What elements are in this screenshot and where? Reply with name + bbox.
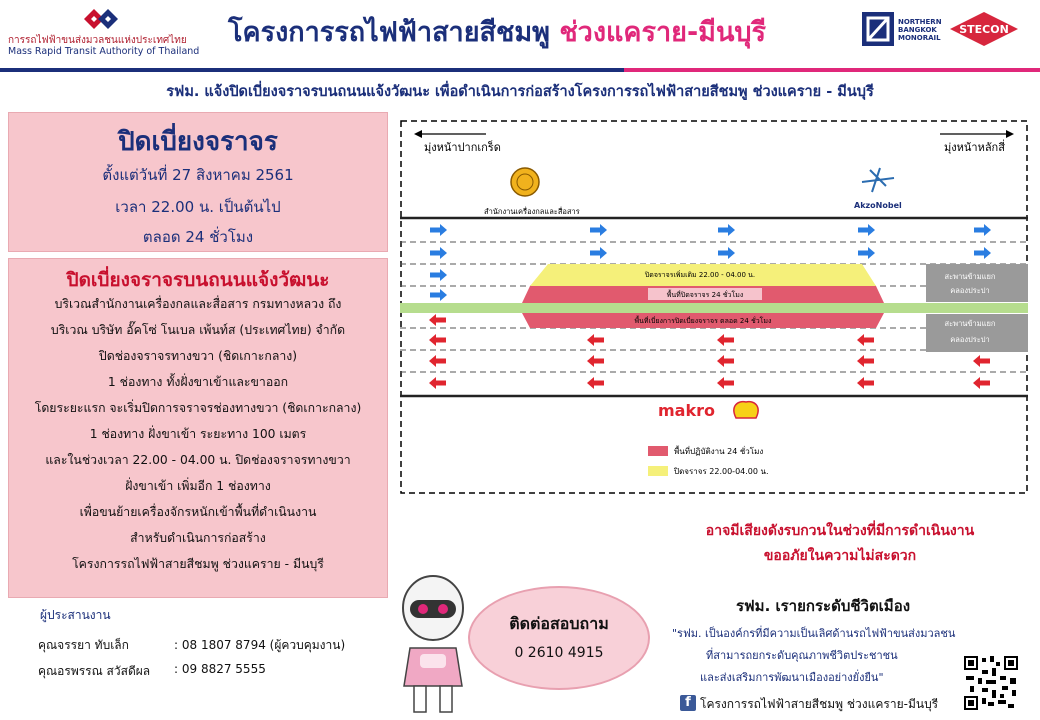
dir-right-label: มุ่งหน้าหลักสี่ [944, 141, 1005, 154]
apology-notice: ขออภัยในความไม่สะดวก [763, 548, 917, 564]
partner-nbm [898, 18, 942, 42]
mission-line: และส่งเสริมการพัฒนาเมืองอย่างยั่งยืน" [700, 671, 884, 684]
dir-left-label: มุ่งหน้าปากเกร็ด [424, 141, 501, 154]
partner-stecon: STECON [959, 23, 1009, 36]
bridge-label-2b: คลองประปา [950, 335, 990, 344]
detail-line: 1 ช่องทาง ทั้งฝั่งขาเข้าและขาออก [107, 375, 289, 389]
shell-logo-icon [734, 402, 758, 418]
bridge-label-1b: คลองประปา [950, 286, 990, 295]
coordinator-phone: : 08 1807 8794 (ผู้ควบคุมงาน) [174, 638, 346, 652]
median-strip [400, 303, 1028, 313]
detail-line: เพื่อขนย้ายเครื่องจักรหนักเข้าพื้นที่ดำเนินงาน [79, 505, 317, 519]
detail-line: โครงการรถไฟฟ้าสายสีชมพู ช่วงแคราย - มีนบุรี [72, 557, 324, 571]
org-name-thai: การรถไฟฟ้าขนส่งมวลชนแห่งประเทศไทย [8, 35, 187, 46]
facebook-icon[interactable]: f [680, 695, 696, 711]
yellow-zone-label: ปิดจราจรเพิ่มเติม 22.00 - 04.00 น. [644, 271, 756, 279]
legend-red-label: พื้นที่ปฏิบัติงาน 24 ชั่วโมง [674, 447, 764, 456]
closure-duration: ตลอด 24 ชั่วโมง [142, 228, 254, 246]
partner-nbm-line3: MONORAIL [898, 34, 941, 42]
detail-line: 1 ช่องทาง ฝั่งขาเข้า ระยะทาง 100 เมตร [89, 427, 307, 441]
partner-nbm-line1: NORTHERN [898, 18, 942, 26]
announcement-subtitle: รฟม. แจ้งปิดเบี่ยงจราจรบนถนนแจ้งวัฒนะ เพื่อดำเนินการก่อสร้างโครงการรถไฟฟ้าสายสีชมพู ช่วงแคราย - มีนบุรี [166, 84, 874, 100]
contact-phone[interactable]: 0 2610 4915 [514, 645, 604, 661]
legend-yellow-swatch [648, 466, 668, 476]
detail-line: ฝั่งขาเข้า เพิ่มอีก 1 ช่องทาง [125, 479, 271, 493]
partner-nbm-line2: BANGKOK [898, 26, 937, 34]
detail-line: และในช่วงเวลา 22.00 - 04.00 น. ปิดช่องจราจรทางขวา [45, 453, 351, 467]
traffic-diagram [400, 120, 1028, 494]
bridge-label-2: สะพานข้ามแยก [944, 319, 996, 328]
page-title [228, 10, 766, 53]
doh-emblem-icon [511, 168, 539, 196]
detail-line: บริเวณ บริษัท อั๊คโซ่ โนเบล เพ้นท์ส (ประเทศไทย) จำกัด [50, 323, 346, 337]
closure-detail-box [8, 258, 388, 598]
place-top-left: สำนักงานเครื่องกลและสื่อสาร [484, 207, 580, 216]
nbm-logo-icon [862, 12, 894, 46]
red-zone-label-2: พื้นที่เบี่ยงการปิดเบี่ยงจราจร ตลอด 24 ชั่วโมง [634, 317, 772, 325]
facebook-page-link[interactable]: โครงการรถไฟฟ้าสายสีชมพู ช่วงแคราย-มีนบุรี [700, 697, 939, 711]
closure-title: ปิดเบี่ยงจราจร [118, 127, 278, 157]
detail-title: ปิดเบี่ยงจราจรบนถนนแจ้งวัฒนะ [66, 269, 330, 291]
mission-line: "รฟม. เป็นองค์กรที่มีความเป็นเลิศด้านรถไฟฟ้าขนส่งมวลชน [672, 627, 956, 640]
contact-bubble [468, 586, 650, 690]
qr-code-icon[interactable] [962, 654, 1020, 712]
coordinator-name: คุณอรพรรณ สวัสดีผล [38, 664, 151, 678]
coordinators-heading: ผู้ประสานงาน [40, 608, 111, 622]
red-zone-label-1: พื้นที่ปิดจราจร 24 ชั่วโมง [666, 291, 744, 299]
org-name-english: Mass Rapid Transit Authority of Thailand [8, 46, 200, 57]
coordinator-name: คุณจรรยา ทับเล็ก [38, 638, 129, 652]
detail-line: สำหรับดำเนินการก่อสร้าง [130, 531, 266, 545]
mascot-icon [390, 568, 476, 718]
stecon-logo [948, 10, 1020, 48]
legend-red-swatch [648, 446, 668, 456]
place-top-right: AkzoNobel [854, 201, 902, 210]
slogan: รฟม. เรายกระดับชีวิตเมือง [736, 597, 911, 615]
mrta-logo-icon [80, 6, 124, 32]
title-main: โครงการรถไฟฟ้าสายสีชมพู [228, 17, 560, 48]
coordinator-phone: : 09 8827 5555 [174, 662, 266, 676]
detail-line: บริเวณสำนักงานเครื่องกลและสื่อสาร กรมทางหลวง ถึง [54, 297, 342, 311]
detail-line: โดยระยะแรก จะเริ่มปิดการจราจรช่องทางขวา (ชิดเกาะกลาง) [34, 401, 362, 415]
bridge-box-inbound [926, 264, 1028, 302]
noise-notice: อาจมีเสียงดังรบกวนในช่วงที่มีการดำเนินงาน [705, 523, 975, 539]
header-divider [0, 68, 1040, 72]
bridge-label-1: สะพานข้ามแยก [944, 272, 996, 281]
closure-summary-box [8, 112, 388, 252]
detail-line: ปิดช่องจราจรทางขวา (ชิดเกาะกลาง) [98, 349, 298, 363]
closure-time: เวลา 22.00 น. เป็นต้นไป [115, 198, 281, 216]
mission-line: ที่สามารถยกระดับคุณภาพชีวิตประชาชน [706, 649, 898, 662]
closure-date: ตั้งแต่วันที่ 27 สิงหาคม 2561 [102, 166, 294, 184]
title-section: ช่วงแคราย-มีนบุรี [559, 17, 767, 48]
contact-title: ติดต่อสอบถาม [509, 614, 609, 633]
legend-yellow-label: ปิดจราจร 22.00-04.00 น. [674, 467, 769, 476]
place-bottom-left: makro [658, 401, 715, 420]
